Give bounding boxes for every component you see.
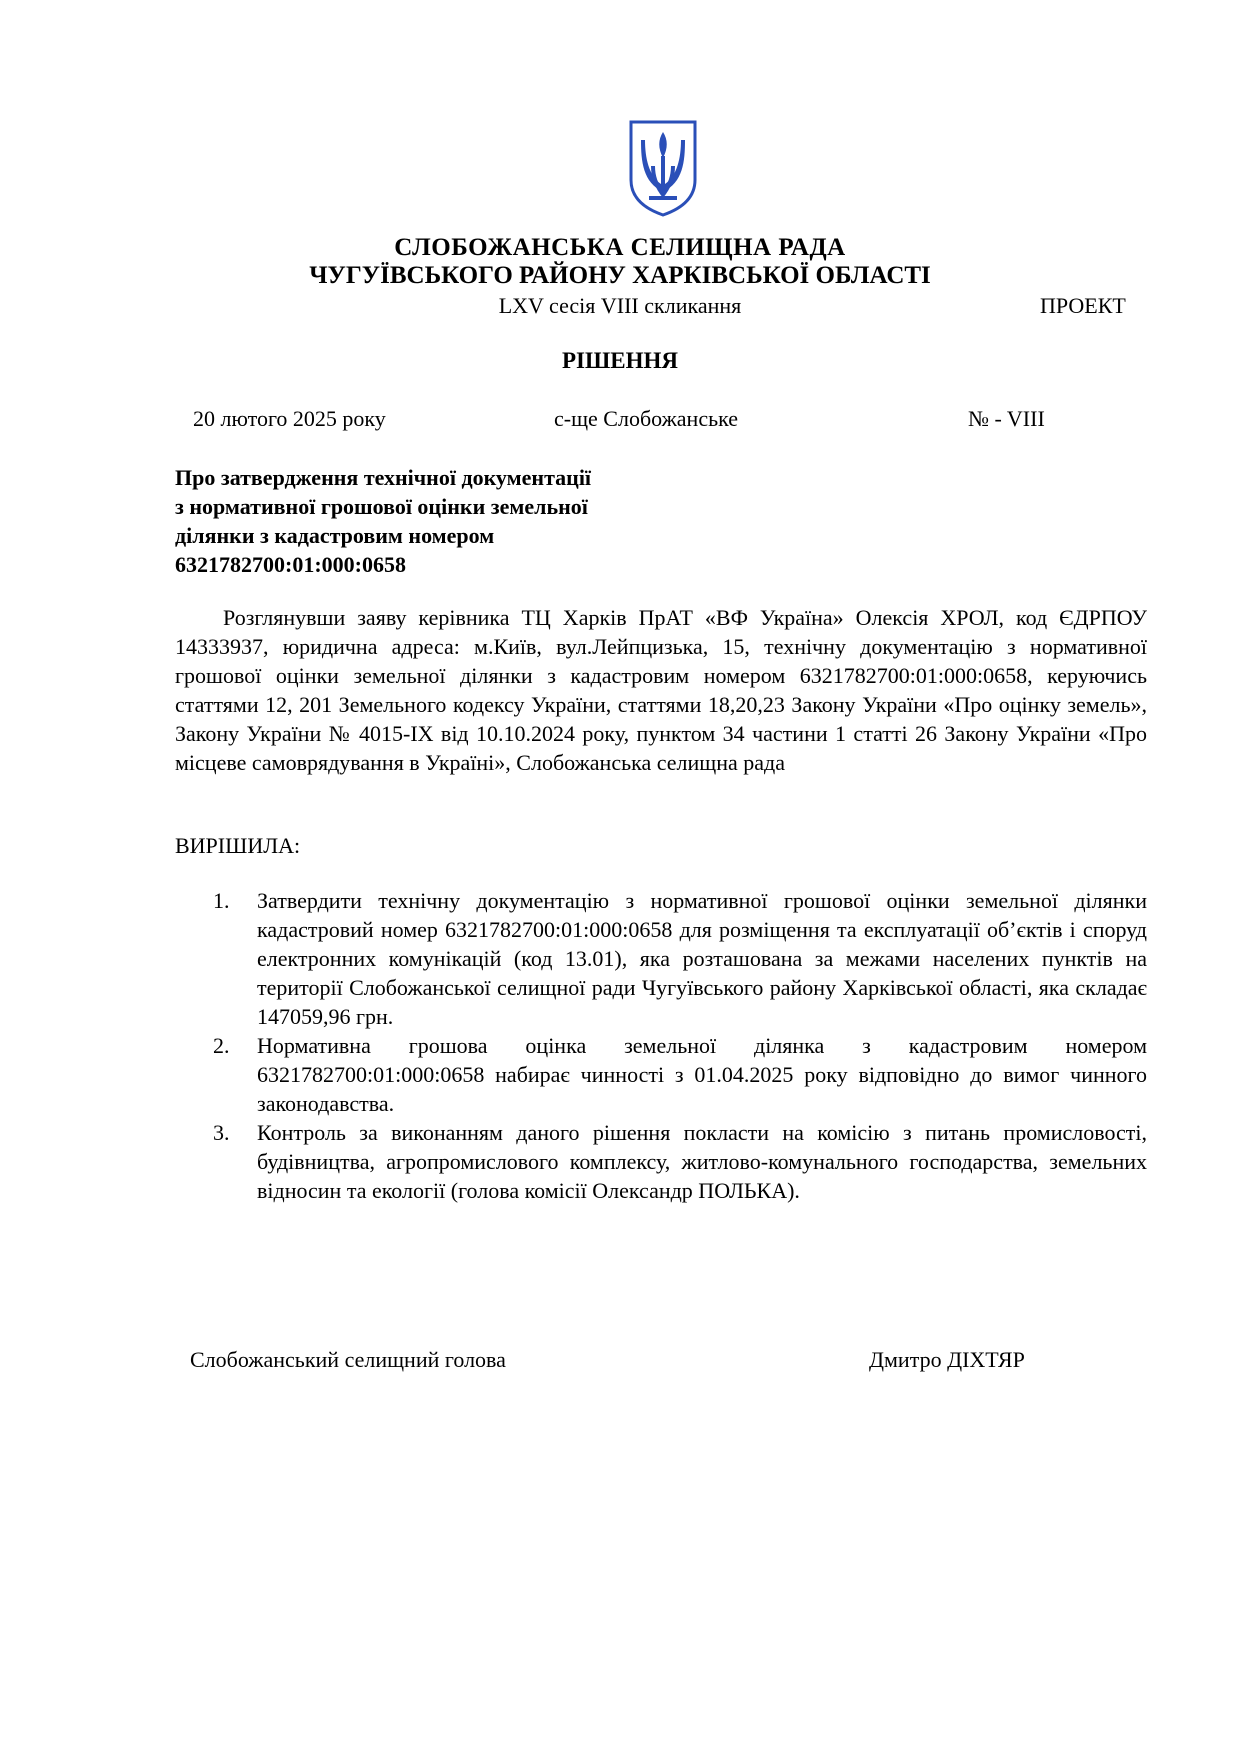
draft-status: ПРОЕКТ bbox=[1040, 293, 1126, 318]
preamble bbox=[175, 603, 1147, 777]
decision-date: 20 лютого 2025 року bbox=[193, 406, 386, 431]
session-info: LXV сесія VIII скликання bbox=[498, 293, 742, 318]
district-name: ЧУГУЇВСЬКОГО РАЙОНУ ХАРКІВСЬКОЇ ОБЛАСТІ bbox=[309, 262, 931, 289]
subject-line: ділянки з кадастровим номером bbox=[175, 523, 495, 548]
signatory-title: Слобожанський селищний голова bbox=[190, 1347, 506, 1372]
list-item bbox=[175, 1118, 1147, 1205]
item-text: Нормативна грошова оцінка земельної ділянка з кадастровим номером 6321782700:01:000:0658 набирає чинності з 01.04.2025 року відповідно до вимог чинного законодавства. bbox=[257, 1033, 1147, 1116]
list-item bbox=[175, 1031, 1147, 1118]
council-name: СЛОБОЖАНСЬКА СЕЛИЩНА РАДА bbox=[394, 234, 846, 261]
decision-subject bbox=[175, 463, 775, 579]
list-item bbox=[175, 886, 1147, 1031]
item-number: 2. bbox=[213, 1033, 230, 1058]
signatory-name: Дмитро ДІХТЯР bbox=[869, 1347, 1025, 1372]
preamble-text: Розглянувши заяву керівника ТЦ Харків ПрАТ «ВФ Україна» Олексія ХРОЛ, код ЄДРПОУ 14333937, юридична адреса: м.Київ, вул.Лейпцизька, 15, технічну документацію з нормативної грошової оцінки земельної ділянки з кадастровим номером 6321782700:01:000:0658, керуючись статтями 12, 201 Земельного кодексу України, статтями 18,20,23 Закону України «Про оцінку земель», Закону України № 4015-IX від 10.10.2024 року, пунктом 34 частини 1 статті 26 Закону України «Про місцеве самоврядування в Україні», Слобожанська селищна рада bbox=[175, 605, 1147, 775]
resolved-label: ВИРІШИЛА: bbox=[175, 833, 301, 858]
trident-emblem-icon bbox=[627, 118, 699, 218]
item-text: Контроль за виконанням даного рішення покласти на комісію з питань промисловості, будівництва, агропромислового комплексу, житлово-комунального господарства, земельних відносин та екології (голова комісії Олександр ПОЛЬКА). bbox=[257, 1120, 1147, 1203]
subject-line: 6321782700:01:000:0658 bbox=[175, 552, 406, 577]
item-text: Затвердити технічну документацію з нормативної грошової оцінки земельної ділянки кадастровий номер 6321782700:01:000:0658 для розміщення та експлуатації об’єктів і споруд електронних комунікацій (код 13.01), яка розташована за межами населених пунктів на території Слобожанської селищної ради Чугуївського району Харківської області, яка складає 147059,96 грн. bbox=[257, 888, 1147, 1029]
subject-line: з нормативної грошової оцінки земельної bbox=[175, 494, 588, 519]
document-type: РІШЕННЯ bbox=[562, 348, 678, 373]
subject-line: Про затвердження технічної документації bbox=[175, 465, 592, 490]
decision-number: № - VIII bbox=[968, 406, 1045, 431]
decision-items bbox=[175, 886, 1147, 1205]
decision-place: с-ще Слобожанське bbox=[554, 406, 739, 431]
item-number: 3. bbox=[213, 1120, 230, 1145]
item-number: 1. bbox=[213, 888, 230, 913]
